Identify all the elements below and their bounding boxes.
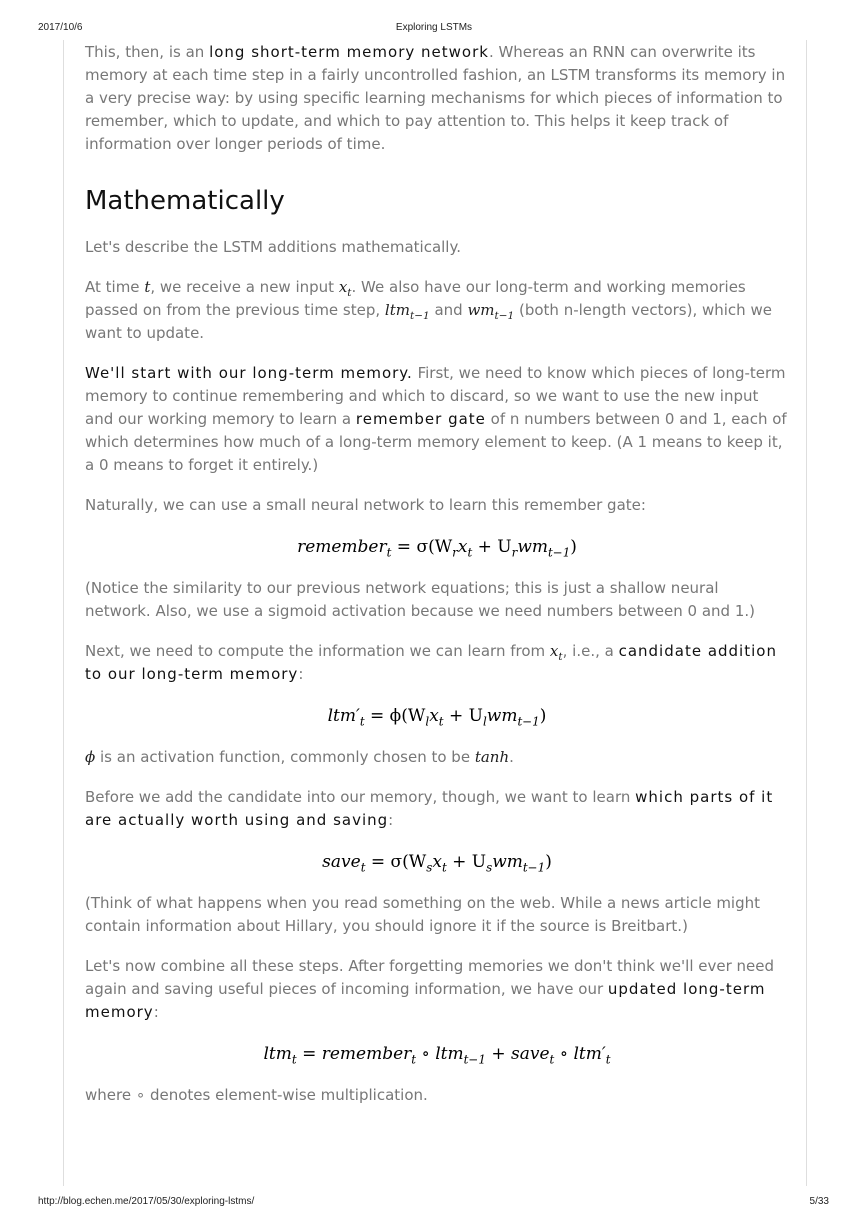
article-body [85, 41, 789, 1124]
paragraph-where: where ∘ denotes element-wise multiplication. [85, 1086, 428, 1104]
keyword: which parts of it are actually worth using and saving [85, 788, 774, 829]
equation-candidate: $ltm'_t = \phi(W_lx_t + U_lwm_{t-1})$ [327, 706, 547, 729]
paragraph-next: Next, we need to compute the information we can learn from $x_t$, i.e., a candidate addition to our long-term memory: [85, 642, 777, 683]
keyword: updated long-term memory [85, 980, 766, 1021]
paragraph-describe: Let's describe the LSTM additions mathematically. [85, 238, 461, 256]
paragraph-naturally: Naturally, we can use a small neural network to learn this remember gate: [85, 496, 646, 514]
paragraph-before: Before we add the candidate into our memory, though, we want to learn which parts of it are actually worth using and saving: [85, 788, 774, 829]
content-border-right [806, 40, 807, 1186]
print-url: http://blog.echen.me/2017/05/30/exploring-lstms/ [38, 1196, 255, 1207]
paragraph-start: We'll start with our long-term memory. First, we need to know which pieces of long-term memory to continue remembering and which to discard, so we want to use the new input and our working memory to learn a remember gate of n numbers between 0 and 1, each of which determines how much of a long-term memory element to keep. (A 1 means to keep it, a 0 means to forget it entirely.) [85, 364, 787, 474]
keyword: long short-term memory network [209, 43, 489, 61]
equation-updated-memory: ltm$_t$ = remember$_t$ ∘ ltm$_{t-1}$ + save$_t$ ∘ $ltm'_t$ [263, 1044, 611, 1067]
paragraph-intro: This, then, is an long short-term memory network. Whereas an RNN can overwrite its memory at each time step in a fairly uncontrolled fashion, an LSTM transforms its memory in a very precise way: by using specific learning mechanisms for which pieces of information to remember, which to update, and which to pay attention to. This helps it keep track of information over longer periods of time. [85, 43, 786, 153]
paragraph-combine: Let's now combine all these steps. After forgetting memories we don't think we'll ever need again and saving useful pieces of incoming information, we have our updated long-term memory: [85, 957, 775, 1021]
section-heading: Mathematically [85, 186, 285, 216]
equation-remember-gate: remember$_t$ = $\sigma(W_rx_t + U_rwm_{t-1})$ [297, 537, 577, 560]
keyword: We'll start with our long-term memory. [85, 364, 413, 382]
equation-save-gate: save$_t$ = $\sigma(W_sx_t + U_swm_{t-1})$ [322, 852, 552, 875]
paragraph-notice: (Notice the similarity to our previous network equations; this is just a shallow neural network. Also, we use a sigmoid activation because we need numbers between 0 and 1.) [85, 579, 756, 620]
print-title: Exploring LSTMs [395, 22, 473, 33]
content-border-left [63, 40, 64, 1186]
paragraph-phi: ϕ is an activation function, commonly chosen to be tanh. [85, 748, 514, 766]
keyword: remember gate [355, 410, 486, 428]
print-date: 2017/10/6 [38, 22, 83, 33]
paragraph-think: (Think of what happens when you read something on the web. While a news article might contain information about Hillary, you should ignore it if the source is Breitbart.) [85, 894, 761, 935]
paragraph-time: At time t, we receive a new input $x_t$. We also have our long-term and working memories passed on from the previous time step, ltm$_{t-1}$ and $wm_{t-1}$ (both n-length vectors), which we want to update. [85, 278, 772, 342]
keyword: candidate addition to our long-term memory [85, 642, 777, 683]
print-page-number: 5/33 [809, 1196, 829, 1207]
